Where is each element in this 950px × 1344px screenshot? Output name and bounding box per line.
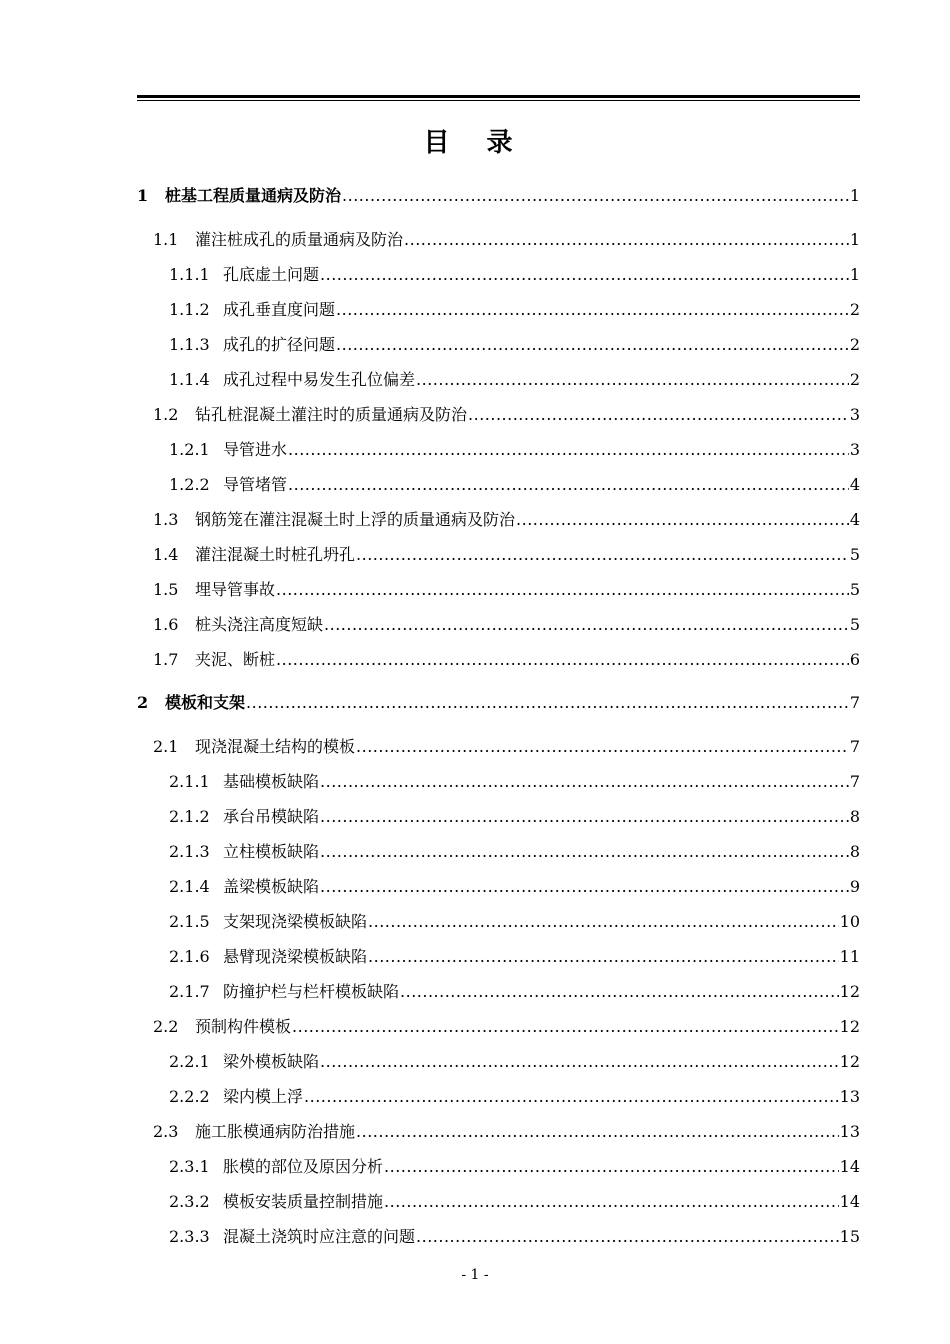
toc-entry-title: 钢筋笼在灌注混凝土时上浮的质量通病及防治 bbox=[195, 510, 516, 529]
toc-entry-level-3[interactable] bbox=[137, 799, 860, 834]
toc-dot-leader bbox=[404, 222, 849, 257]
toc-entry-level-3[interactable] bbox=[137, 327, 860, 362]
page-number-footer: - 1 - bbox=[461, 1267, 489, 1283]
toc-entry-number: 2.1.3 bbox=[169, 842, 210, 861]
toc-dot-leader bbox=[416, 1219, 839, 1254]
toc-entry-level-3[interactable] bbox=[137, 939, 860, 974]
toc-dot-leader bbox=[320, 764, 849, 799]
toc-entry-level-2[interactable] bbox=[137, 729, 860, 764]
table-of-contents bbox=[137, 178, 860, 1254]
toc-entry-title: 盖梁模板缺陷 bbox=[223, 877, 320, 896]
toc-entry-title: 夹泥、断桩 bbox=[195, 650, 276, 669]
toc-entry-page: 13 bbox=[839, 1087, 860, 1106]
toc-dot-leader bbox=[288, 432, 849, 467]
toc-entry-page: 2 bbox=[849, 335, 860, 354]
toc-dot-leader bbox=[320, 799, 849, 834]
toc-dot-leader bbox=[276, 642, 849, 677]
header-rule-thin bbox=[137, 100, 860, 101]
toc-entry-page: 4 bbox=[849, 475, 860, 494]
toc-entry-page: 11 bbox=[839, 947, 860, 966]
toc-entry-number: 1.2 bbox=[153, 405, 179, 424]
toc-entry-level-2[interactable] bbox=[137, 572, 860, 607]
toc-entry-page: 1 bbox=[849, 186, 860, 205]
toc-entry-number: 2.3 bbox=[153, 1122, 179, 1141]
toc-entry-number: 2.2.2 bbox=[169, 1087, 210, 1106]
toc-entry-level-2[interactable] bbox=[137, 537, 860, 572]
toc-entry-number: 1.1.2 bbox=[169, 300, 210, 319]
toc-entry-page: 8 bbox=[849, 842, 860, 861]
toc-entry-title: 埋导管事故 bbox=[195, 580, 276, 599]
toc-entry-title: 孔底虚土问题 bbox=[223, 265, 320, 284]
toc-entry-number: 2.3.2 bbox=[169, 1192, 210, 1211]
toc-entry-title: 混凝土浇筑时应注意的问题 bbox=[223, 1227, 416, 1246]
toc-entry-page: 3 bbox=[849, 440, 860, 459]
toc-entry-level-3[interactable] bbox=[137, 764, 860, 799]
toc-dot-leader bbox=[468, 397, 849, 432]
toc-entry-page: 2 bbox=[849, 300, 860, 319]
toc-entry-number: 2.3.1 bbox=[169, 1157, 210, 1176]
toc-entry-level-2[interactable] bbox=[137, 607, 860, 642]
toc-entry-number: 1.1.1 bbox=[169, 265, 210, 284]
toc-entry-page: 4 bbox=[849, 510, 860, 529]
toc-dot-leader bbox=[400, 974, 839, 1009]
toc-entry-title: 立柱模板缺陷 bbox=[223, 842, 320, 861]
toc-entry-page: 1 bbox=[849, 265, 860, 284]
toc-entry-page: 12 bbox=[839, 982, 860, 1001]
toc-entry-level-3[interactable] bbox=[137, 1079, 860, 1114]
toc-entry-level-3[interactable] bbox=[137, 1044, 860, 1079]
toc-entry-title: 成孔垂直度问题 bbox=[223, 300, 336, 319]
toc-entry-number: 1.6 bbox=[153, 615, 179, 634]
toc-dot-leader bbox=[320, 1044, 839, 1079]
toc-entry-page: 1 bbox=[849, 230, 860, 249]
toc-entry-title: 基础模板缺陷 bbox=[223, 772, 320, 791]
toc-dot-leader bbox=[336, 327, 849, 362]
toc-entry-level-1[interactable] bbox=[137, 178, 860, 214]
toc-entry-number: 1.1 bbox=[153, 230, 179, 249]
toc-entry-number: 2.3.3 bbox=[169, 1227, 210, 1246]
toc-entry-number: 2.2 bbox=[153, 1017, 179, 1036]
toc-entry-page: 5 bbox=[849, 580, 860, 599]
toc-entry-level-3[interactable] bbox=[137, 1149, 860, 1184]
toc-entry-page: 14 bbox=[839, 1192, 860, 1211]
toc-entry-page: 7 bbox=[849, 737, 860, 756]
toc-entry-level-2[interactable] bbox=[137, 222, 860, 257]
toc-dot-leader bbox=[368, 904, 839, 939]
toc-entry-title: 桩头浇注高度短缺 bbox=[195, 615, 324, 634]
toc-entry-page: 9 bbox=[849, 877, 860, 896]
toc-entry-number: 1.3 bbox=[153, 510, 179, 529]
toc-entry-level-3[interactable] bbox=[137, 432, 860, 467]
toc-entry-level-3[interactable] bbox=[137, 1184, 860, 1219]
toc-dot-leader bbox=[304, 1079, 839, 1114]
toc-entry-title: 支架现浇梁模板缺陷 bbox=[223, 912, 368, 931]
toc-entry-page: 15 bbox=[839, 1227, 860, 1246]
toc-entry-number: 2.2.1 bbox=[169, 1052, 210, 1071]
toc-entry-page: 13 bbox=[839, 1122, 860, 1141]
toc-entry-level-3[interactable] bbox=[137, 869, 860, 904]
toc-entry-title: 梁外模板缺陷 bbox=[223, 1052, 320, 1071]
toc-entry-number: 2.1.4 bbox=[169, 877, 210, 896]
toc-entry-page: 12 bbox=[839, 1017, 860, 1036]
toc-entry-number: 2 bbox=[137, 693, 149, 712]
toc-entry-number: 2.1.5 bbox=[169, 912, 210, 931]
toc-dot-leader bbox=[246, 685, 849, 721]
toc-dot-leader bbox=[288, 467, 849, 502]
toc-entry-title: 承台吊模缺陷 bbox=[223, 807, 320, 826]
toc-entry-page: 5 bbox=[849, 615, 860, 634]
toc-entry-title: 梁内模上浮 bbox=[223, 1087, 304, 1106]
toc-entry-number: 1.5 bbox=[153, 580, 179, 599]
toc-dot-leader bbox=[384, 1149, 839, 1184]
toc-entry-number: 2.1.1 bbox=[169, 772, 210, 791]
toc-dot-leader bbox=[320, 257, 849, 292]
toc-entry-title: 施工胀模通病防治措施 bbox=[195, 1122, 356, 1141]
page-title: 目 录 bbox=[423, 128, 527, 158]
toc-dot-leader bbox=[356, 537, 849, 572]
toc-entry-number: 2.1 bbox=[153, 737, 179, 756]
toc-dot-leader bbox=[384, 1184, 839, 1219]
toc-entry-page: 6 bbox=[849, 650, 860, 669]
toc-entry-page: 5 bbox=[849, 545, 860, 564]
toc-dot-leader bbox=[356, 729, 849, 764]
toc-entry-title: 模板和支架 bbox=[165, 693, 246, 712]
toc-entry-number: 1.1.3 bbox=[169, 335, 210, 354]
toc-dot-leader bbox=[320, 869, 849, 904]
toc-entry-page: 12 bbox=[839, 1052, 860, 1071]
toc-entry-level-2[interactable] bbox=[137, 642, 860, 677]
toc-entry-title: 灌注混凝土时桩孔坍孔 bbox=[195, 545, 356, 564]
toc-dot-leader bbox=[320, 834, 849, 869]
toc-entry-title: 灌注桩成孔的质量通病及防治 bbox=[195, 230, 404, 249]
toc-entry-level-2[interactable] bbox=[137, 1009, 860, 1044]
toc-dot-leader bbox=[516, 502, 849, 537]
toc-entry-level-1[interactable] bbox=[137, 685, 860, 721]
toc-entry-level-3[interactable] bbox=[137, 904, 860, 939]
toc-dot-leader bbox=[292, 1009, 839, 1044]
toc-entry-title: 模板安装质量控制措施 bbox=[223, 1192, 384, 1211]
toc-entry-number: 1.2.1 bbox=[169, 440, 210, 459]
toc-dot-leader bbox=[356, 1114, 839, 1149]
toc-entry-title: 导管堵管 bbox=[223, 475, 288, 494]
toc-entry-number: 1.4 bbox=[153, 545, 179, 564]
toc-entry-level-3[interactable] bbox=[137, 362, 860, 397]
toc-entry-title: 成孔的扩径问题 bbox=[223, 335, 336, 354]
toc-entry-page: 8 bbox=[849, 807, 860, 826]
toc-entry-level-2[interactable] bbox=[137, 502, 860, 537]
toc-entry-level-3[interactable] bbox=[137, 1219, 860, 1254]
toc-dot-leader bbox=[324, 607, 849, 642]
toc-entry-number: 2.1.7 bbox=[169, 982, 210, 1001]
toc-entry-number: 2.1.6 bbox=[169, 947, 210, 966]
toc-entry-title: 桩基工程质量通病及防治 bbox=[165, 186, 342, 205]
toc-entry-title: 胀模的部位及原因分析 bbox=[223, 1157, 384, 1176]
toc-entry-page: 14 bbox=[839, 1157, 860, 1176]
toc-dot-leader bbox=[336, 292, 849, 327]
toc-entry-number: 1 bbox=[137, 186, 149, 205]
toc-entry-number: 1.2.2 bbox=[169, 475, 210, 494]
toc-entry-page: 7 bbox=[849, 693, 860, 712]
toc-entry-page: 10 bbox=[839, 912, 860, 931]
toc-entry-page: 7 bbox=[849, 772, 860, 791]
toc-entry-page: 2 bbox=[849, 370, 860, 389]
toc-entry-level-2[interactable] bbox=[137, 1114, 860, 1149]
toc-entry-level-3[interactable] bbox=[137, 974, 860, 1009]
toc-entry-number: 1.1.4 bbox=[169, 370, 210, 389]
toc-entry-title: 预制构件模板 bbox=[195, 1017, 292, 1036]
toc-entry-title: 悬臂现浇梁模板缺陷 bbox=[223, 947, 368, 966]
toc-dot-leader bbox=[368, 939, 839, 974]
toc-entry-level-3[interactable] bbox=[137, 257, 860, 292]
toc-dot-leader bbox=[276, 572, 849, 607]
toc-entry-title: 钻孔桩混凝土灌注时的质量通病及防治 bbox=[195, 405, 468, 424]
toc-entry-title: 现浇混凝土结构的模板 bbox=[195, 737, 356, 756]
toc-entry-title: 成孔过程中易发生孔位偏差 bbox=[223, 370, 416, 389]
toc-entry-level-3[interactable] bbox=[137, 467, 860, 502]
toc-dot-leader bbox=[342, 178, 849, 214]
toc-entry-number: 2.1.2 bbox=[169, 807, 210, 826]
toc-dot-leader bbox=[416, 362, 849, 397]
toc-entry-level-3[interactable] bbox=[137, 834, 860, 869]
toc-entry-title: 导管进水 bbox=[223, 440, 288, 459]
toc-entry-page: 3 bbox=[849, 405, 860, 424]
toc-entry-title: 防撞护栏与栏杆模板缺陷 bbox=[223, 982, 400, 1001]
header-rule-thick bbox=[137, 95, 860, 98]
toc-entry-level-3[interactable] bbox=[137, 292, 860, 327]
toc-entry-level-2[interactable] bbox=[137, 397, 860, 432]
toc-entry-number: 1.7 bbox=[153, 650, 179, 669]
